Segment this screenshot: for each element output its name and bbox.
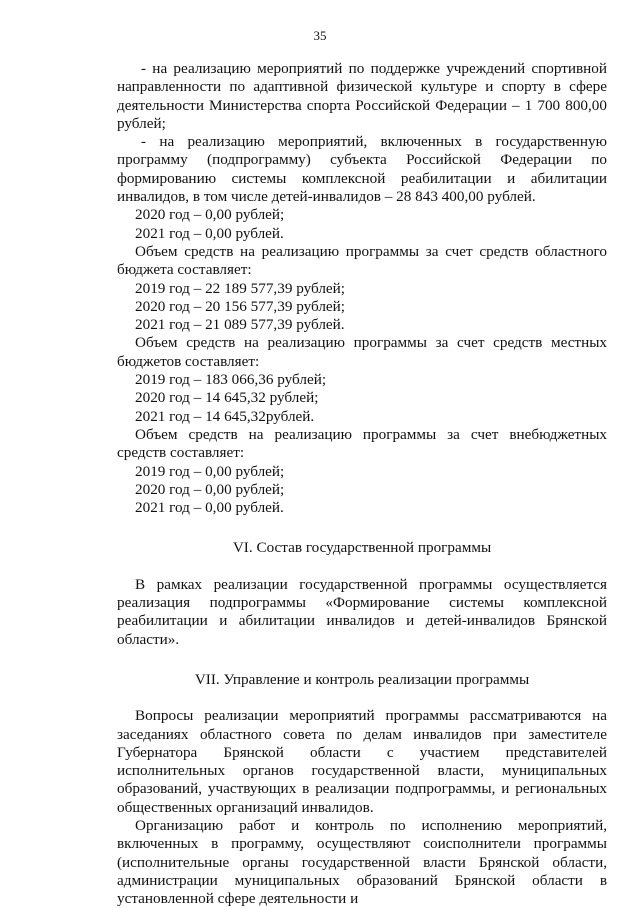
page-number: 35: [313, 28, 327, 43]
extrabudget-intro: Объем средств на реализацию программы за счет внебюджетных средств составляет:: [117, 425, 607, 462]
local-intro: Объем средств на реализацию программы за счет средств местных бюджетов составляет:: [117, 334, 607, 370]
local-year-2019: 2019 год – 183 066,36 рублей;: [135, 371, 327, 389]
extrabudget-year-2019: 2019 год – 0,00 рублей;: [135, 462, 285, 480]
local-year-2020: 2020 год – 14 645,32 рублей;: [135, 389, 319, 407]
section-7-title: VII. Управление и контроль реализации программы: [194, 670, 530, 688]
section-6-title: VI. Состав государственной программы: [232, 539, 492, 557]
paragraph-rehab-funding: - на реализацию мероприятий, включенных в государственную программу (подпрограмму) субъекта Российской Федерации по формированию системы комплексной реабилитации и абилитации инвалидов, в том числе детей-инвалидов – 28 843 400,00 рублей.: [117, 133, 607, 206]
regional-intro: Объем средств на реализацию программы за счет средств областного бюджета составляет:: [117, 242, 607, 279]
federal-year-2021: 2021 год – 0,00 рублей.: [135, 224, 284, 242]
section-6-text: В рамках реализации государственной программы осуществляется реализация подпрограммы «Формирование системы комплексной реабилитации и абилитации инвалидов и детей-инвалидов Брянской области».: [117, 575, 607, 648]
extrabudget-year-2020: 2020 год – 0,00 рублей;: [135, 480, 285, 498]
section-7-paragraph-2: Организацию работ и контроль по исполнению мероприятий, включенных в программу, осуществляют соисполнители программы (исполнительные органы государственной власти Брянской области, администрации муниципальных образований Брянской области в установленной сфере деятельности и: [117, 816, 607, 908]
regional-year-2021: 2021 год – 21 089 577,39 рублей.: [135, 316, 345, 334]
extrabudget-year-2021: 2021 год – 0,00 рублей.: [135, 499, 284, 517]
document-body: [117, 60, 607, 908]
regional-year-2020: 2020 год – 20 156 577,39 рублей;: [135, 297, 346, 315]
local-year-2021: 2021 год – 14 645,32рублей.: [135, 407, 315, 425]
paragraph-sport-funding: - на реализацию мероприятий по поддержке учреждений спортивной направленности по адаптивной физической культуре и спорту в сфере деятельности Министерства спорта Российской Федерации – 1 700 800,00 рублей;: [117, 60, 607, 132]
federal-year-2020: 2020 год – 0,00 рублей;: [135, 206, 285, 224]
section-7-paragraph-1: Вопросы реализации мероприятий программы рассматриваются на заседаниях областного совета по делам инвалидов при заместителе Губернатора Брянской области с участием представителей исполнительных органов государственной власти, муниципальных образований, участвующих в реализации подпрограммы, и региональных общественных организаций инвалидов.: [117, 707, 607, 816]
regional-year-2019: 2019 год – 22 189 577,39 рублей;: [135, 279, 346, 297]
